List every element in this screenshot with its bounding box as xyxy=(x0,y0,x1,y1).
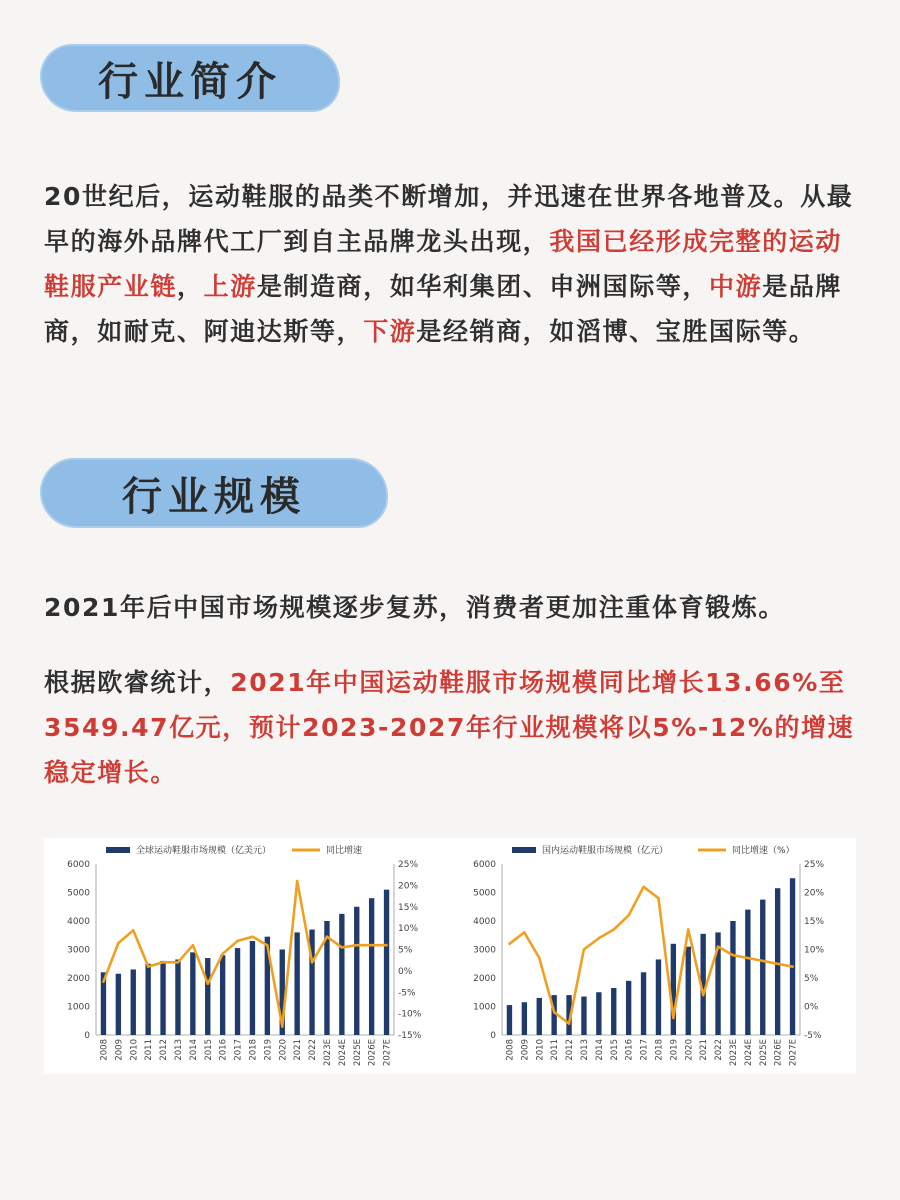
legend-bar-swatch xyxy=(106,847,130,853)
y2-tick-label: -10% xyxy=(398,1009,422,1020)
x-tick-label: 2008 xyxy=(505,1039,516,1061)
bar xyxy=(596,992,601,1035)
x-tick-label: 2022 xyxy=(714,1039,725,1061)
growth-point xyxy=(791,965,794,968)
growth-point xyxy=(162,961,165,964)
x-tick-label: 2019 xyxy=(669,1039,680,1061)
bar xyxy=(175,959,180,1035)
bar xyxy=(160,961,165,1035)
y-tick-label: 3000 xyxy=(473,945,496,956)
y2-tick-label: -5% xyxy=(804,1031,822,1041)
growth-point xyxy=(266,944,269,947)
growth-point xyxy=(538,957,541,960)
x-tick-label: 2024E xyxy=(743,1039,754,1067)
bar xyxy=(790,878,795,1035)
growth-point xyxy=(747,957,750,960)
y-tick-label: 6000 xyxy=(473,860,496,870)
growth-point xyxy=(355,944,358,947)
y2-tick-label: 20% xyxy=(804,888,825,899)
y-tick-label: 6000 xyxy=(67,860,90,870)
x-tick-label: 2027E xyxy=(382,1039,393,1067)
x-tick-label: 2011 xyxy=(144,1039,155,1061)
growth-point xyxy=(311,961,314,964)
scale-paragraph-2 xyxy=(44,660,859,795)
bar xyxy=(205,958,210,1035)
bar xyxy=(641,972,646,1035)
y-tick-label: 5000 xyxy=(473,888,496,899)
x-tick-label: 2015 xyxy=(609,1039,620,1061)
x-tick-label: 2012 xyxy=(159,1039,170,1061)
x-tick-label: 2019 xyxy=(263,1039,274,1061)
growth-point xyxy=(385,944,388,947)
bar xyxy=(686,947,691,1035)
y2-tick-label: 20% xyxy=(398,881,419,892)
bar xyxy=(626,981,631,1035)
growth-point xyxy=(553,1011,556,1014)
y2-tick-label: 15% xyxy=(398,902,419,913)
growth-point xyxy=(341,946,344,949)
legend-line-label: 同比增速 xyxy=(326,846,363,856)
y-tick-label: 3000 xyxy=(67,945,90,956)
bar xyxy=(354,907,359,1035)
y2-tick-label: 0% xyxy=(398,966,413,977)
growth-point xyxy=(642,886,645,889)
bar xyxy=(760,900,765,1035)
y-tick-label: 1000 xyxy=(473,1002,496,1013)
x-tick-label: 2026E xyxy=(773,1039,784,1067)
x-tick-label: 2008 xyxy=(99,1039,110,1061)
bar xyxy=(116,974,121,1035)
y2-tick-label: 0% xyxy=(804,1002,819,1013)
global-market-chart xyxy=(44,838,450,1074)
bar xyxy=(235,948,240,1035)
x-tick-label: 2017 xyxy=(639,1039,650,1061)
y2-tick-label: 5% xyxy=(804,974,819,984)
intro-segment-highlight: 上游 xyxy=(203,272,257,301)
growth-point xyxy=(568,1022,571,1025)
intro-segment-highlight: 中游 xyxy=(709,272,763,301)
bar xyxy=(671,944,676,1035)
x-tick-label: 2018 xyxy=(654,1039,665,1061)
section-title-scale: 行业规模 xyxy=(40,458,388,528)
y-tick-label: 5000 xyxy=(67,888,90,899)
x-tick-label: 2018 xyxy=(248,1039,259,1061)
x-tick-label: 2014 xyxy=(594,1039,605,1061)
bar xyxy=(190,952,195,1035)
y-tick-label: 4000 xyxy=(67,917,90,927)
x-tick-label: 2016 xyxy=(624,1039,635,1061)
growth-point xyxy=(687,928,690,931)
bar xyxy=(507,1005,512,1035)
bar xyxy=(730,921,735,1035)
intro-segment: 20世纪后，运动鞋服的品类不断增加，并迅速在世界各地普及。从最早的海外品牌代工厂到自主品牌龙头出现， xyxy=(44,182,854,256)
bar xyxy=(384,890,389,1035)
x-tick-label: 2013 xyxy=(579,1039,590,1061)
scale-paragraph-1: 2021年后中国市场规模逐步复苏，消费者更加注重体育锻炼。 xyxy=(44,593,785,622)
x-tick-label: 2009 xyxy=(520,1039,531,1061)
bar xyxy=(656,959,661,1035)
growth-point xyxy=(702,994,705,997)
x-tick-label: 2026E xyxy=(367,1039,378,1067)
x-tick-label: 2020 xyxy=(684,1039,695,1061)
growth-point xyxy=(281,1025,284,1028)
growth-point xyxy=(147,965,150,968)
growth-point xyxy=(598,937,601,940)
growth-point xyxy=(370,944,373,947)
y-tick-label: 0 xyxy=(84,1031,90,1041)
y2-tick-label: 25% xyxy=(398,860,419,870)
y-tick-label: 0 xyxy=(490,1031,496,1041)
growth-point xyxy=(192,944,195,947)
x-tick-label: 2027E xyxy=(788,1039,799,1067)
section-title-intro: 行业简介 xyxy=(40,44,340,112)
bar xyxy=(611,988,616,1035)
growth-point xyxy=(672,1017,675,1020)
scale-segment: 根据欧睿统计， xyxy=(44,668,231,697)
growth-point xyxy=(132,929,135,932)
bar xyxy=(145,964,150,1035)
x-tick-label: 2025E xyxy=(758,1039,769,1067)
bar xyxy=(339,914,344,1035)
legend-bar-label: 国内运动鞋服市场规模（亿元） xyxy=(542,846,669,856)
bar xyxy=(745,910,750,1035)
x-tick-label: 2022 xyxy=(308,1039,319,1061)
legend-bar-label: 全球运动鞋服市场规模（亿美元） xyxy=(136,846,272,856)
x-tick-label: 2014 xyxy=(188,1039,199,1061)
y2-tick-label: -5% xyxy=(398,988,416,999)
growth-point xyxy=(326,935,329,938)
y2-tick-label: 5% xyxy=(398,945,413,956)
bar xyxy=(369,898,374,1035)
x-tick-label: 2023E xyxy=(322,1039,333,1067)
growth-point xyxy=(206,982,209,985)
y-tick-label: 2000 xyxy=(473,974,496,984)
x-tick-label: 2025E xyxy=(352,1039,363,1067)
growth-point xyxy=(102,980,105,983)
y2-tick-label: 10% xyxy=(804,945,825,956)
bar xyxy=(220,955,225,1035)
bar xyxy=(131,969,136,1035)
growth-point xyxy=(761,960,764,963)
y2-tick-label: -15% xyxy=(398,1031,422,1041)
growth-point xyxy=(251,935,254,938)
growth-point xyxy=(612,928,615,931)
intro-segment: ， xyxy=(177,272,204,301)
intro-segment: 是制造商，如华利集团、申洲国际等， xyxy=(256,272,710,301)
growth-point xyxy=(717,945,720,948)
growth-point xyxy=(117,942,120,945)
x-tick-label: 2017 xyxy=(233,1039,244,1061)
growth-point xyxy=(508,943,511,946)
bar xyxy=(250,941,255,1035)
x-tick-label: 2011 xyxy=(550,1039,561,1061)
x-tick-label: 2012 xyxy=(565,1039,576,1061)
y2-tick-label: 10% xyxy=(398,924,419,935)
bar xyxy=(294,932,299,1035)
bar xyxy=(522,1002,527,1035)
y-tick-label: 2000 xyxy=(67,974,90,984)
x-tick-label: 2016 xyxy=(218,1039,229,1061)
x-tick-label: 2015 xyxy=(203,1039,214,1061)
x-tick-label: 2009 xyxy=(114,1039,125,1061)
bar xyxy=(581,997,586,1035)
growth-point xyxy=(776,962,779,965)
intro-segment: 是经销商，如滔博、宝胜国际等。 xyxy=(416,317,816,346)
scale-segment-highlight: 2021年中国运动鞋服市场规模同比增长13.66%至3549.47亿元，预计2023-2027年行业规模将以5%-12%的增速稳定增长。 xyxy=(44,668,855,787)
growth-point xyxy=(296,880,299,883)
growth-point xyxy=(236,940,239,943)
x-tick-label: 2021 xyxy=(699,1039,710,1061)
growth-point xyxy=(177,961,180,964)
growth-point xyxy=(583,948,586,951)
x-tick-label: 2024E xyxy=(337,1039,348,1067)
growth-point xyxy=(221,952,224,955)
y2-tick-label: 15% xyxy=(804,917,825,927)
intro-segment: 是品牌商，如耐克、阿迪达斯等， xyxy=(44,272,843,346)
x-tick-label: 2010 xyxy=(129,1039,140,1061)
growth-point xyxy=(657,897,660,900)
intro-paragraph xyxy=(44,174,859,354)
growth-point xyxy=(523,931,526,934)
bar xyxy=(775,888,780,1035)
growth-point xyxy=(627,914,630,917)
bar xyxy=(537,998,542,1035)
legend-line-label: 同比增速（%） xyxy=(732,846,795,856)
y2-tick-label: 25% xyxy=(804,860,825,870)
x-tick-label: 2013 xyxy=(173,1039,184,1061)
growth-point xyxy=(732,954,735,957)
x-tick-label: 2010 xyxy=(535,1039,546,1061)
x-tick-label: 2023E xyxy=(728,1039,739,1067)
y-tick-label: 4000 xyxy=(473,917,496,927)
intro-segment-highlight: 下游 xyxy=(363,317,417,346)
china-market-chart xyxy=(450,838,856,1074)
x-tick-label: 2021 xyxy=(293,1039,304,1061)
x-tick-label: 2020 xyxy=(278,1039,289,1061)
legend-bar-swatch xyxy=(512,847,536,853)
y-tick-label: 1000 xyxy=(67,1002,90,1013)
chart-panel xyxy=(44,838,856,1074)
intro-segment-highlight: 我国已经形成完整的运动鞋服产业链 xyxy=(44,227,843,301)
